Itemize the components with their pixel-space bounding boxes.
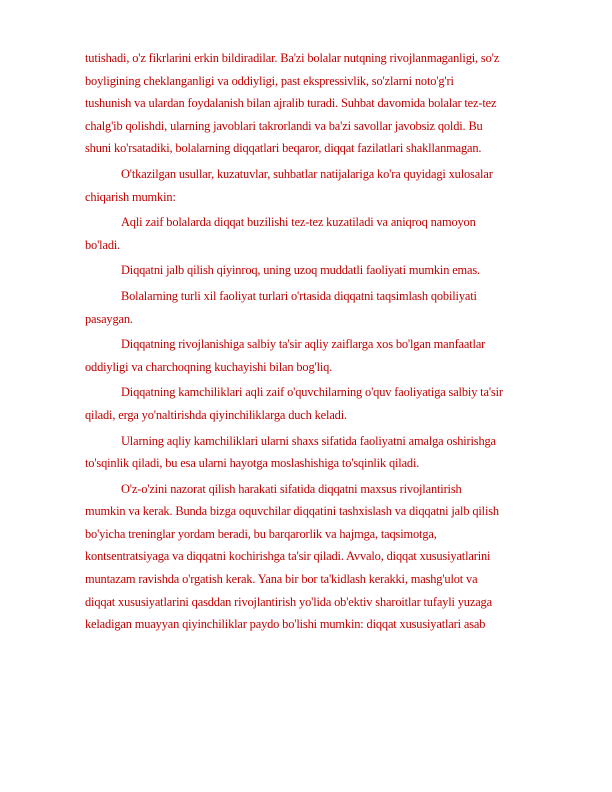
text-line: Ularning aqliy kamchiliklari ularni shaxs sifatida faoliyatni amalga oshirishga bbox=[121, 433, 496, 448]
text-line: O'tkazilgan usullar, kuzatuvlar, suhbatlar natijalariga ko'ra quyidagi xulosalar bbox=[121, 166, 493, 181]
paragraph-6 bbox=[85, 333, 573, 378]
paragraph-9 bbox=[85, 478, 573, 636]
text-line: to'sqinlik qiladi, bu esa ularni hayotga moslashishiga to'sqinlik qiladi. bbox=[85, 456, 420, 471]
text-line: oddiyligi va charchoqning kuchayishi bilan bog'liq. bbox=[85, 359, 333, 374]
text-line: kontsentratsiyaga va diqqatni kochirishga ta'sir qiladi. Avvalo, diqqat xususiyatlarini bbox=[85, 549, 491, 564]
text-line: Bolalarning turli xil faoliyat turlari o'rtasida diqqatni taqsimlash qobiliyati bbox=[121, 288, 477, 303]
text-line: muntazam ravishda o'rgatish kerak. Yana bir bor ta'kidlash kerakki, mashg'ulot va bbox=[85, 572, 478, 587]
text-line: Diqqatning kamchiliklari aqli zaif o'quvchilarning o'quv faoliyatiga salbiy ta'sir bbox=[121, 385, 503, 400]
document-page bbox=[85, 47, 573, 636]
text-line: tushunish va ulardan foydalanish bilan ajralib turadi. Suhbat davomida bolalar tez-tez bbox=[85, 96, 497, 111]
paragraph-8 bbox=[85, 430, 573, 475]
paragraph-1 bbox=[85, 47, 573, 160]
text-line: pasaygan. bbox=[85, 311, 133, 326]
text-line: shuni ko'rsatadiki, bolalarning diqqatlari beqaror, diqqat fazilatlari shakllanmagan. bbox=[85, 141, 482, 156]
text-line: Aqli zaif bolalarda diqqat buzilishi tez-tez kuzatiladi va aniqroq namoyon bbox=[121, 215, 476, 230]
text-line: Diqqatning rivojlanishiga salbiy ta'sir aqliy zaiflarga xos bo'lgan manfaatlar bbox=[121, 337, 486, 352]
text-line: chiqarish mumkin: bbox=[85, 189, 176, 204]
text-line: O'z-o'zini nazorat qilish harakati sifatida diqqatni maxsus rivojlantirish bbox=[121, 481, 462, 496]
text-line: tutishadi, o'z fikrlarini erkin bildiradilar. Ba'zi bolalar nutqning rivojlanmaganligi, so'z bbox=[85, 51, 500, 65]
text-line: qiladi, erga yo'naltirishda qiyinchiliklarga duch keladi. bbox=[85, 407, 347, 422]
text-line: bo'ladi. bbox=[85, 237, 121, 252]
text-line: diqqat xususiyatlarini qasddan rivojlantirish yo'lida ob'ektiv sharoitlar tufayli yuzaga bbox=[85, 594, 492, 609]
paragraph-7 bbox=[85, 381, 573, 426]
text-line: boyligining cheklanganligi va oddiyligi, past ekspressivlik, so'zlarni noto'g'ri bbox=[85, 73, 454, 88]
paragraph-5 bbox=[85, 285, 573, 330]
paragraph-2 bbox=[85, 163, 573, 208]
paragraph-3 bbox=[85, 211, 573, 256]
text-line: Diqqatni jalb qilish qiyinroq, uning uzoq muddatli faoliyati mumkin emas. bbox=[121, 263, 481, 278]
text-line: keladigan muayyan qiyinchiliklar paydo bo'lishi mumkin: diqqat xususiyatlari asab bbox=[85, 617, 486, 632]
paragraph-4 bbox=[85, 259, 573, 282]
text-line: mumkin va kerak. Bunda bizga oquvchilar diqqatini tashxislash va diqqatni jalb qilish bbox=[85, 504, 499, 519]
text-line: chalg'ib qolishdi, ularning javoblari takrorlandi va ba'zi savollar javobsiz qoldi. Bu bbox=[85, 118, 483, 133]
text-line: bo'yicha treninglar yordam beradi, bu barqarorlik va hajmga, taqsimotga, bbox=[85, 526, 437, 541]
